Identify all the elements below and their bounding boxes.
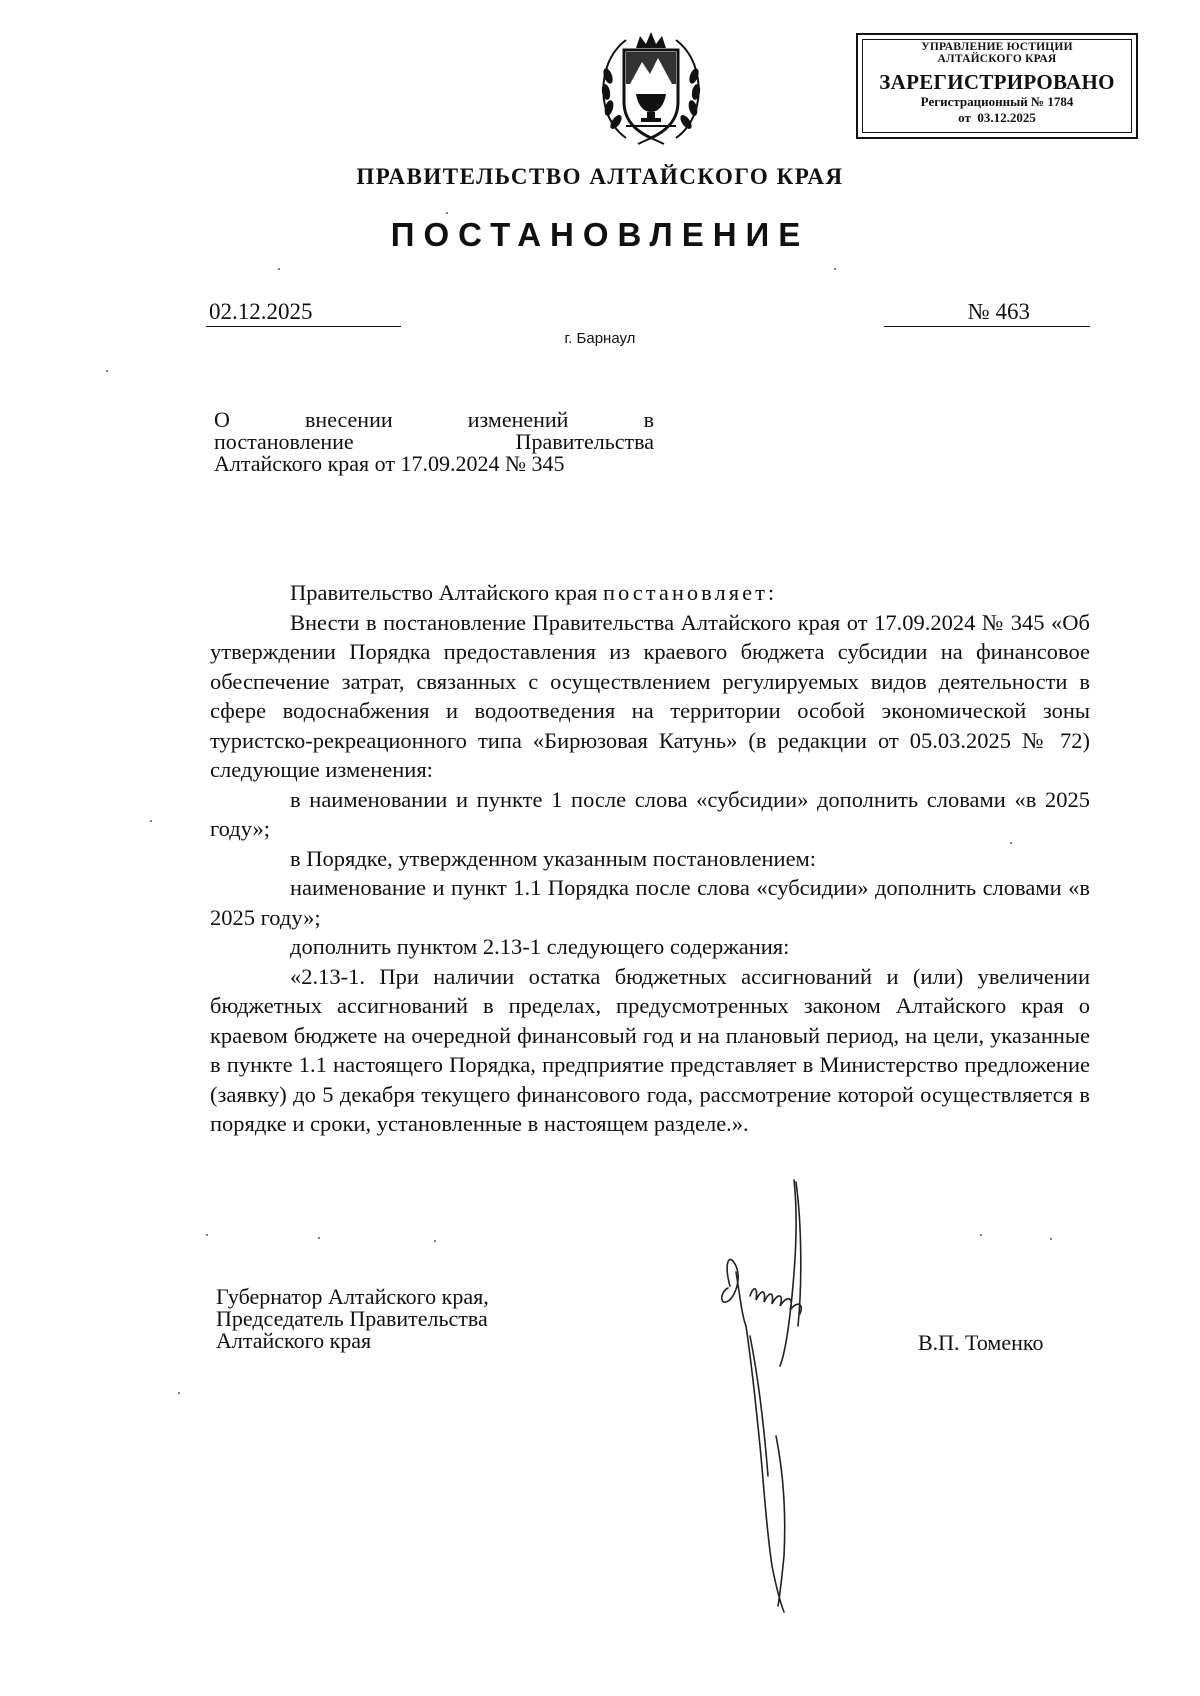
subject-line1: О внесении изменений в: [214, 407, 654, 432]
scan-speck: [150, 820, 152, 822]
signatory-title-line1: Губернатор Алтайского края,: [216, 1284, 489, 1309]
document-type: ПОСТАНОВЛЕНИЕ: [390, 216, 810, 253]
signatory-title-line2: Председатель Правительства: [216, 1306, 488, 1331]
body-paragraph: дополнить пунктом 2.13-1 следующего содержания:: [290, 934, 790, 959]
scan-speck: [178, 1392, 180, 1394]
scan-speck: [980, 1234, 982, 1236]
document-body: [210, 578, 1090, 1139]
stamp-department-line2: АЛТАЙСКОГО КРАЯ: [937, 53, 1057, 65]
signatory-title-line3: Алтайского края: [216, 1328, 372, 1353]
intro-decrees: постановляет:: [602, 580, 778, 605]
scan-speck: [434, 1240, 436, 1242]
coat-of-arms-emblem: [596, 26, 706, 150]
government-name: ПРАВИТЕЛЬСТВО АЛТАЙСКОГО КРАЯ: [356, 164, 844, 189]
scan-speck: [106, 370, 108, 372]
stamp-date: от 03.12.2025: [958, 110, 1036, 125]
signatory-title: [216, 1286, 576, 1352]
document-number: № 463: [884, 298, 1090, 327]
stamp-registration-number: Регистрационный № 1784: [920, 94, 1074, 109]
stamp-department-line1: УПРАВЛЕНИЕ ЮСТИЦИИ: [921, 41, 1073, 53]
scan-speck: [446, 212, 448, 214]
body-paragraph: наименование и пункт 1.1 Порядка после слова «субсидии» дополнить словами «в 2025 году»;: [210, 875, 1090, 930]
body-paragraph: в Порядке, утвержденном указанным постановлением:: [290, 845, 817, 871]
scan-speck: [1050, 1238, 1052, 1240]
registration-stamp: [856, 33, 1138, 139]
body-intro: [210, 578, 1090, 608]
scan-speck: [278, 268, 280, 270]
document-city: г. Барнаул: [564, 330, 636, 347]
scan-speck: [206, 1234, 208, 1236]
subject-line3: Алтайского края от 17.09.2024 № 345: [214, 451, 565, 476]
subject-line2: постановление Правительства: [214, 429, 654, 454]
signatory-name: В.П. Томенко: [918, 1330, 1044, 1355]
body-paragraph: «2.13-1. При наличии остатка бюджетных ассигнований и (или) увеличении бюджетных ассигнований в пределах, предусмотренных законом Алтайского края о краевом бюджете на очередной финансовый год и на плановый период, на цели, указанные в пункте 1.1 настоящего Порядка, предприятие представляет в Министерство предложение (заявку) до 5 декабря текущего финансового года, рассмотрение которой осуществляется в порядке и сроки, установленные в настоящем разделе.».: [210, 963, 1090, 1136]
handwritten-signature: [706, 1176, 856, 1616]
body-paragraph: в наименовании и пункте 1 после слова «субсидии» дополнить словами «в 2025 году»;: [210, 786, 1090, 841]
stamp-department: [858, 39, 1136, 65]
stamp-status: ЗАРЕГИСТРИРОВАНО: [879, 70, 1115, 94]
intro-lead: Правительство Алтайского края: [290, 580, 603, 605]
document-date: 02.12.2025: [206, 298, 401, 327]
document-page: [46, 0, 1154, 1696]
scan-speck: [1010, 842, 1012, 844]
scan-speck: [318, 1237, 320, 1239]
body-paragraph: Внести в постановление Правительства Алтайского края от 17.09.2024 № 345 «Об утверждении Порядка предоставления из краевого бюджета субсидии на финансовое обеспечение затрат, связанных с осуществлением регулируемых видов деятельности в сфере водоснабжения и водоотведения на территории особой экономической зоны туристско-рекреационного типа «Бирюзовая Катунь» (в редакции от 05.03.2025 № 72) следующие изменения:: [210, 609, 1090, 782]
document-subject: [214, 409, 654, 475]
scan-speck: [834, 268, 836, 270]
